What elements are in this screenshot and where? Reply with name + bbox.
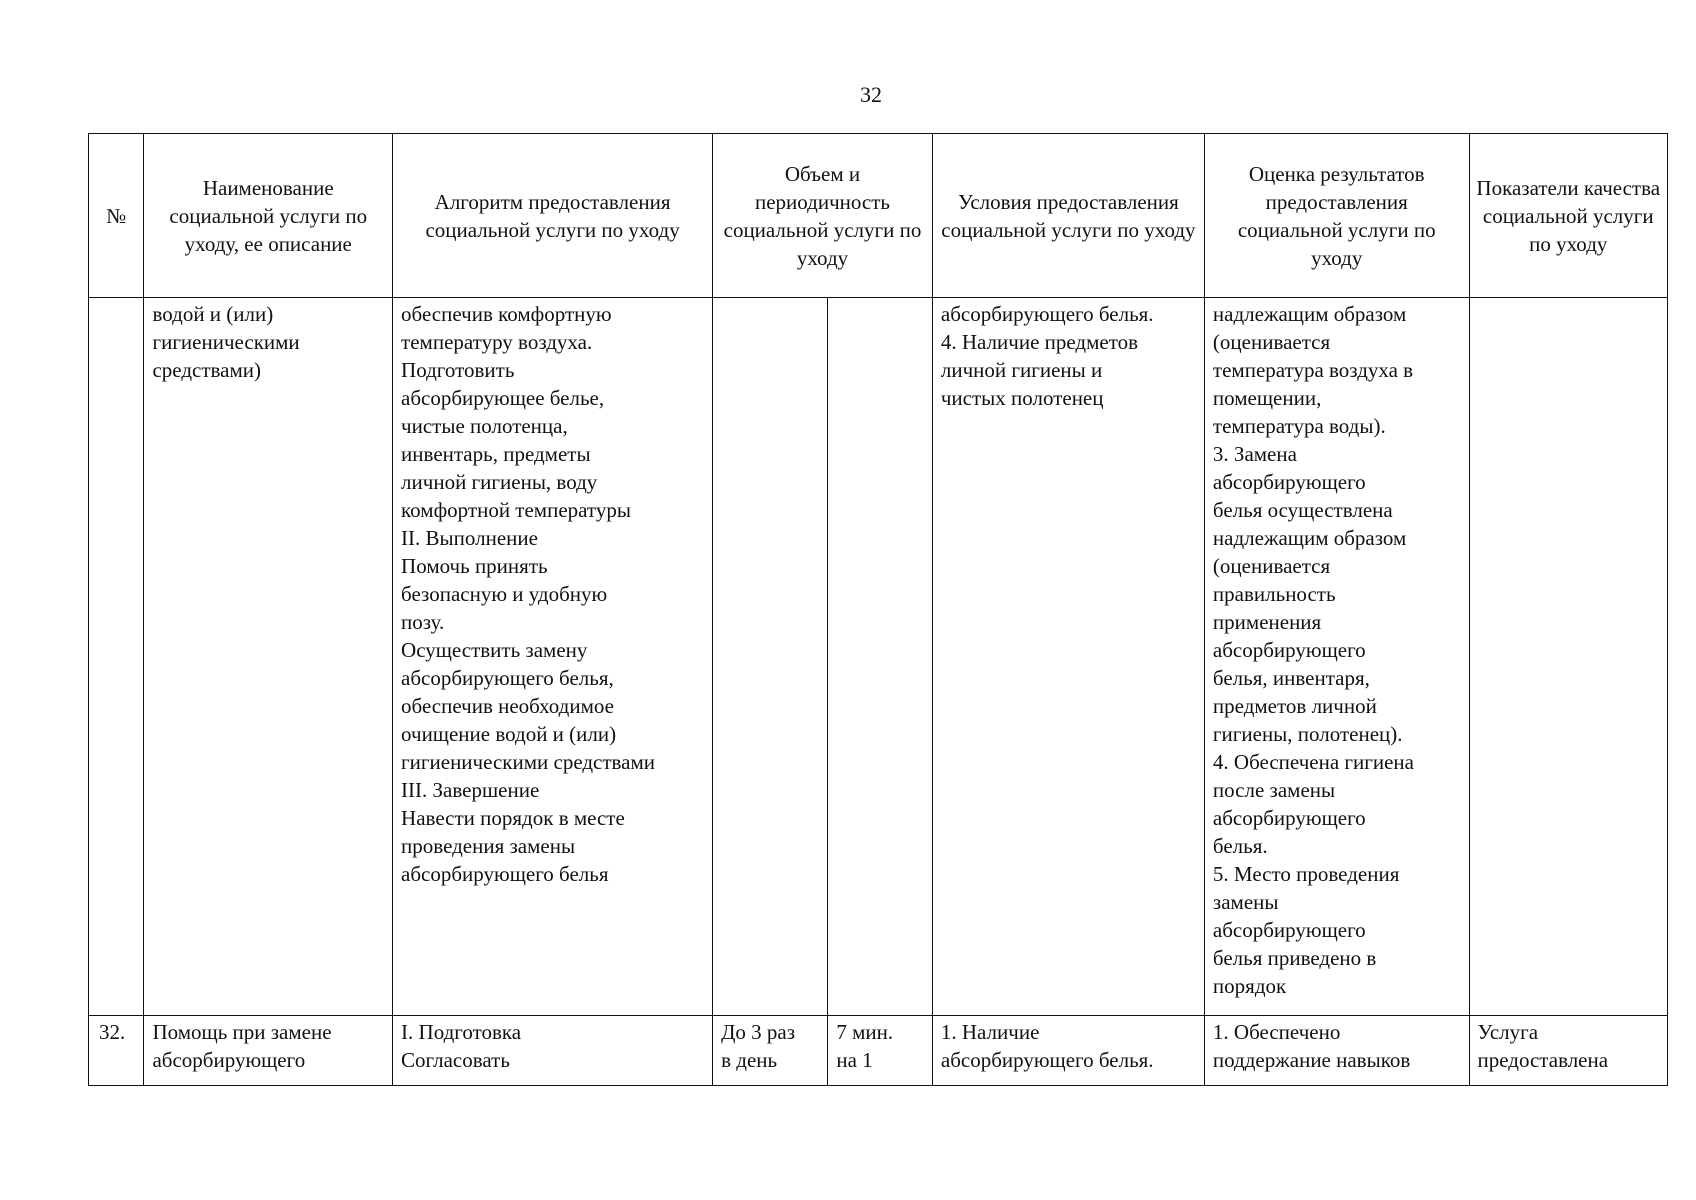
cell-volume: [713, 298, 828, 1016]
cell-line: II. Выполнение: [401, 526, 538, 550]
cell-line: Подготовить: [401, 358, 515, 382]
cell-conditions: [932, 1016, 1204, 1086]
table-row: [89, 298, 1668, 1016]
cell-line: на 1: [836, 1048, 873, 1072]
cell-line: средствами): [152, 358, 261, 382]
cell-line: личной гигиены и: [940, 358, 1103, 382]
cell-line: Навести порядок в месте: [401, 806, 625, 830]
cell-line: обеспечив комфортную: [401, 302, 612, 326]
cell-line: абсорбирующее белье,: [401, 386, 605, 410]
header-quality: Показатели качества социальной услуги по уходу: [1469, 134, 1668, 298]
cell-volume: [713, 1016, 828, 1086]
cell-line: абсорбирующего: [1212, 918, 1366, 942]
cell-line: гигиены, полотенец).: [1212, 722, 1403, 746]
cell-line: правильность: [1212, 582, 1336, 606]
cell-line: температуру воздуха.: [401, 330, 593, 354]
header-service-name: Наименование социальной услуги по уходу, ее описание: [144, 134, 393, 298]
cell-line: 1. Обеспечено: [1212, 1020, 1341, 1044]
cell-line: помещении,: [1212, 386, 1322, 410]
cell-line: абсорбирующего белья: [401, 862, 609, 886]
cell-service-name: [144, 298, 393, 1016]
cell-line: позу.: [401, 610, 445, 634]
cell-line: белья.: [1212, 834, 1268, 858]
cell-line: абсорбирующего: [152, 1048, 306, 1072]
cell-evaluation: [1204, 298, 1469, 1016]
cell-algorithm: [393, 1016, 713, 1086]
cell-line: I. Подготовка: [401, 1020, 522, 1044]
cell-line: личной гигиены, воду: [401, 470, 598, 494]
cell-line: белья, инвентаря,: [1212, 666, 1370, 690]
header-number: №: [89, 134, 144, 298]
header-algorithm: Алгоритм предоставления социальной услуги по уходу: [393, 134, 713, 298]
cell-line: чистые полотенца,: [401, 414, 568, 438]
header-evaluation: Оценка результатов предоставления социальной услуги по уходу: [1204, 134, 1469, 298]
cell-line: в день: [721, 1048, 778, 1072]
cell-line: предметов личной: [1212, 694, 1377, 718]
cell-line: Согласовать: [401, 1048, 510, 1072]
cell-line: 4. Обеспечена гигиена: [1212, 750, 1414, 774]
cell-line: инвентарь, предметы: [401, 442, 591, 466]
cell-line: 1. Наличие: [940, 1020, 1040, 1044]
cell-line: абсорбирующего белья.: [940, 1048, 1154, 1072]
cell-line: водой и (или): [152, 302, 274, 326]
cell-algorithm: [393, 298, 713, 1016]
cell-evaluation: [1204, 1016, 1469, 1086]
cell-line: 4. Наличие предметов: [940, 330, 1139, 354]
cell-line: абсорбирующего: [1212, 470, 1366, 494]
cell-line: замены: [1212, 890, 1279, 914]
cell-line: предоставлена: [1477, 1048, 1609, 1072]
cell-line: после замены: [1212, 778, 1336, 802]
cell-line: комфортной температуры: [401, 498, 631, 522]
cell-number: 32.: [89, 1016, 144, 1086]
cell-line: 3. Замена: [1212, 442, 1297, 466]
cell-quality: [1469, 1016, 1668, 1086]
care-services-table: [88, 133, 1668, 1086]
cell-line: 7 мин.: [836, 1020, 894, 1044]
cell-service-name: [144, 1016, 393, 1086]
table-row: [89, 1016, 1668, 1086]
cell-line: обеспечив необходимое: [401, 694, 614, 718]
cell-line: очищение водой и (или): [401, 722, 617, 746]
cell-line: (оценивается: [1212, 330, 1331, 354]
header-conditions: Условия предоставления социальной услуги по уходу: [932, 134, 1204, 298]
cell-periodicity: [828, 298, 933, 1016]
cell-line: белья осуществлена: [1212, 498, 1393, 522]
cell-line: применения: [1212, 610, 1322, 634]
cell-line: Помощь при замене: [152, 1020, 332, 1044]
cell-line: чистых полотенец: [940, 386, 1104, 410]
cell-line: температура воздуха в: [1212, 358, 1414, 382]
cell-line: 5. Место проведения: [1212, 862, 1400, 886]
cell-line: надлежащим образом: [1212, 526, 1407, 550]
cell-line: До 3 раз: [721, 1020, 796, 1044]
cell-number: [89, 298, 144, 1016]
page-number: 32: [860, 82, 882, 107]
cell-line: абсорбирующего белья,: [401, 666, 614, 690]
cell-line: абсорбирующего белья.: [940, 302, 1154, 326]
cell-line: температура воды).: [1212, 414, 1386, 438]
cell-line: III. Завершение: [401, 778, 540, 802]
cell-line: абсорбирующего: [1212, 638, 1366, 662]
cell-line: абсорбирующего: [1212, 806, 1366, 830]
cell-line: порядок: [1212, 974, 1287, 998]
cell-line: Осуществить замену: [401, 638, 588, 662]
header-volume-periodicity: Объем и периодичность социальной услуги по уходу: [713, 134, 933, 298]
cell-line: поддержание навыков: [1212, 1048, 1411, 1072]
cell-line: Услуга: [1477, 1020, 1539, 1044]
cell-line: безопасную и удобную: [401, 582, 608, 606]
cell-line: проведения замены: [401, 834, 576, 858]
header-row: [89, 134, 1668, 298]
cell-periodicity: [828, 1016, 933, 1086]
cell-line: гигиеническими средствами: [401, 750, 656, 774]
cell-line: надлежащим образом: [1212, 302, 1407, 326]
cell-quality: [1469, 298, 1668, 1016]
cell-line: Помочь принять: [401, 554, 548, 578]
cell-line: гигиеническими: [152, 330, 300, 354]
cell-line: (оценивается: [1212, 554, 1331, 578]
cell-line: белья приведено в: [1212, 946, 1377, 970]
cell-conditions: [932, 298, 1204, 1016]
